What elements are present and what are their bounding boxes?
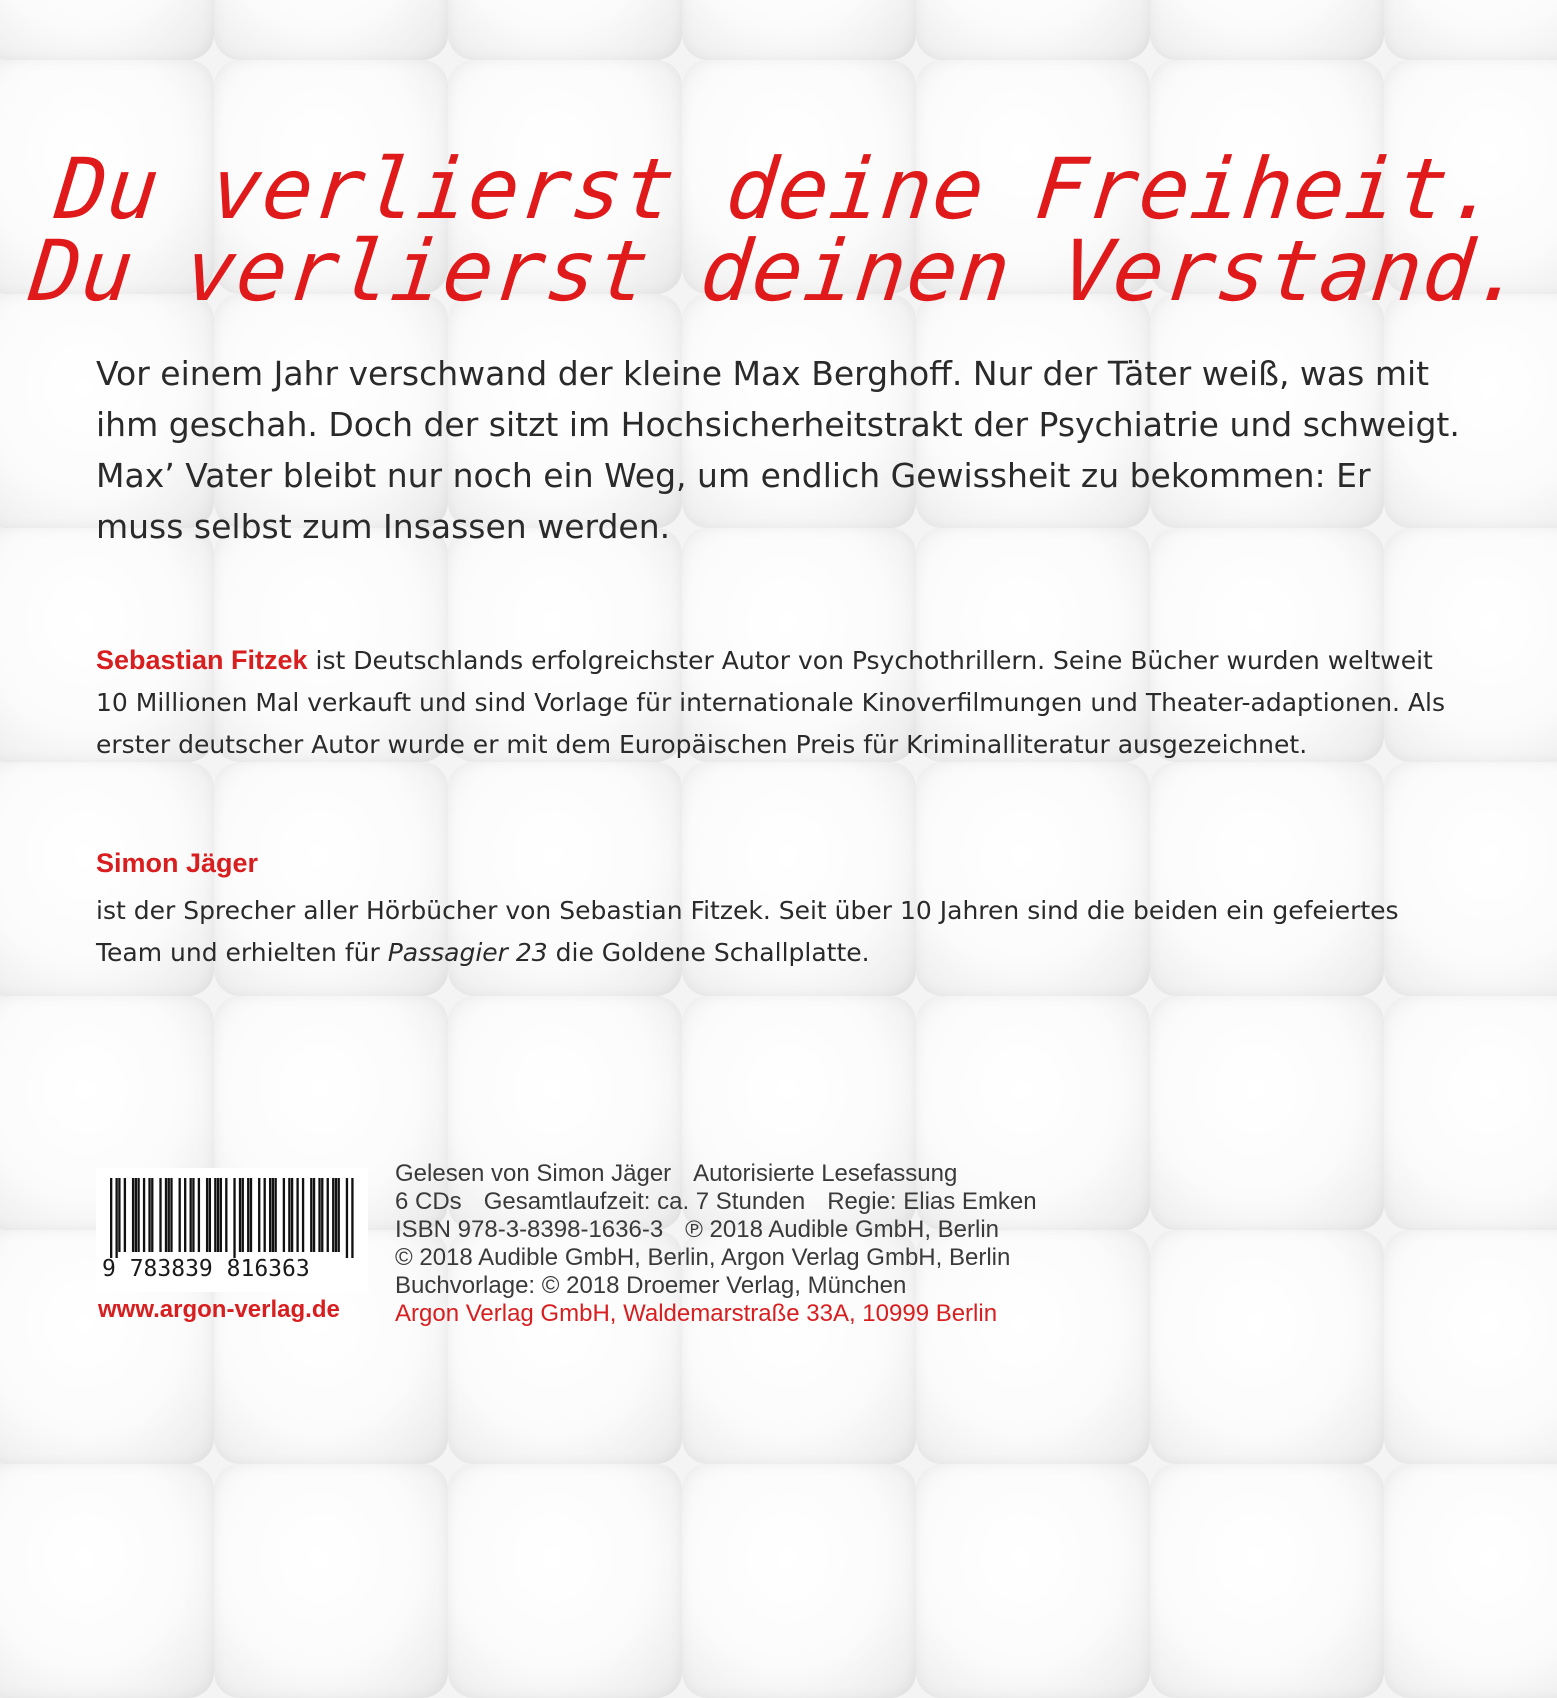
barcode-bar bbox=[198, 1178, 200, 1252]
credit-isbn: ISBN 978-3-8398-1636-3 bbox=[395, 1216, 664, 1243]
barcode-digits: 9 783839 816363 bbox=[102, 1256, 310, 1282]
barcode-bar bbox=[302, 1178, 304, 1252]
author-bio bbox=[96, 639, 1466, 766]
padded-tile bbox=[214, 1464, 448, 1698]
barcode-bar bbox=[179, 1178, 181, 1252]
credit-cds: 6 CDs bbox=[395, 1188, 462, 1215]
barcode-bar bbox=[135, 1178, 137, 1252]
publisher-address: Argon Verlag GmbH, Waldemarstraße 33A, 10999 Berlin bbox=[395, 1300, 998, 1327]
barcode-bar bbox=[220, 1178, 222, 1252]
padded-tile bbox=[448, 1464, 682, 1698]
credit-read-by: Gelesen von Simon Jäger bbox=[395, 1160, 672, 1187]
barcode-bar bbox=[148, 1178, 150, 1252]
padded-tile bbox=[682, 1464, 916, 1698]
barcode-bar bbox=[168, 1178, 170, 1252]
barcode-bar bbox=[327, 1178, 329, 1252]
barcode-bar bbox=[206, 1178, 208, 1252]
narrator-bio-title: Passagier 23 bbox=[387, 938, 548, 967]
barcode-bar bbox=[143, 1178, 145, 1252]
narrator-bio-text-end: die Goldene Schallplatte. bbox=[547, 938, 870, 967]
credit-runtime: Gesamtlaufzeit: ca. 7 Stunden bbox=[483, 1188, 806, 1215]
barcode-bar bbox=[288, 1178, 290, 1252]
barcode-bar bbox=[346, 1178, 348, 1258]
author-bio-text: ist Deutschlands erfolgreichster Autor von Psychothrillern. Seine Bücher wurden weltweit 10 Millionen Mal verkauft und sind Vorlage für internationale Kinoverfilmungen und Theater-adaptionen. Als erster deutscher Autor wurde er mit dem Europäischen Preis für Kriminalliteratur ausgezeichnet. bbox=[96, 646, 1446, 759]
credit-phonogram: ℗ 2018 Audible GmbH, Berlin bbox=[685, 1216, 1000, 1243]
barcode-bar bbox=[170, 1178, 172, 1252]
barcode-bar bbox=[159, 1178, 161, 1252]
barcode-bar bbox=[283, 1178, 285, 1252]
credit-director: Regie: Elias Emken bbox=[827, 1188, 1037, 1215]
barcode-bar bbox=[239, 1178, 241, 1252]
barcode-bar bbox=[274, 1178, 276, 1252]
barcode-bar bbox=[272, 1178, 274, 1252]
barcode-bar bbox=[264, 1178, 266, 1252]
barcode-bar bbox=[209, 1178, 211, 1252]
barcode-bar bbox=[318, 1178, 320, 1252]
barcode-bar bbox=[184, 1178, 186, 1252]
narrator-bio-text: ist der Sprecher aller Hörbücher von Sebastian Fitzek. Seit über 10 Jahren sind die beiden ein gefeiertes Team und erhielten für bbox=[96, 896, 1399, 967]
padded-tile bbox=[916, 1464, 1150, 1698]
barcode-bar bbox=[351, 1178, 353, 1258]
barcode-bar bbox=[338, 1178, 340, 1252]
padded-tile bbox=[1384, 1464, 1557, 1698]
barcode-bar bbox=[165, 1178, 167, 1252]
barcode-bar bbox=[250, 1178, 252, 1252]
barcode-bar bbox=[151, 1178, 153, 1252]
barcode-bar bbox=[192, 1178, 194, 1252]
barcode-bar bbox=[335, 1178, 337, 1252]
barcode-bar bbox=[214, 1178, 216, 1252]
barcode-bars bbox=[110, 1178, 354, 1258]
barcode-bar bbox=[242, 1178, 244, 1252]
barcode-bar bbox=[296, 1178, 298, 1252]
barcode-bar bbox=[190, 1178, 192, 1252]
barcode-bar bbox=[225, 1178, 227, 1252]
barcode-bar bbox=[310, 1178, 312, 1252]
barcode-bar bbox=[118, 1178, 120, 1252]
padded-tile bbox=[0, 1464, 214, 1698]
barcode-bar bbox=[247, 1178, 249, 1252]
barcode-bar bbox=[115, 1178, 117, 1258]
slogan-line-2: Du verlierst deinen Verstand. bbox=[25, 222, 1532, 320]
barcode-bar bbox=[291, 1178, 293, 1252]
slogan-line-1: Du verlierst deine Freiheit. bbox=[51, 140, 1506, 238]
credit-source: Buchvorlage: © 2018 Droemer Verlag, München bbox=[395, 1272, 907, 1299]
barcode-bar bbox=[217, 1178, 219, 1252]
barcode-bar bbox=[110, 1178, 112, 1258]
barcode-bar bbox=[137, 1178, 139, 1252]
plot-description: Vor einem Jahr verschwand der kleine Max Berghoff. Nur der Täter weiß, was mit ihm geschah. Doch der sitzt im Hochsicherheitstrakt der Psychiatrie und schweigt. Max’ Vater bleibt nur noch ein Weg, um endlich Gewissheit zu bekommen: Er muss selbst zum Insassen werden. bbox=[96, 354, 1460, 546]
publisher-website-link[interactable]: www.argon-verlag.de bbox=[98, 1296, 340, 1323]
author-name: Sebastian Fitzek bbox=[96, 645, 308, 675]
barcode-bar bbox=[132, 1178, 134, 1252]
barcode-bar bbox=[124, 1178, 126, 1252]
barcode-bar bbox=[269, 1178, 271, 1252]
credit-edition: Autorisierte Lesefassung bbox=[693, 1160, 958, 1187]
barcode-bar bbox=[332, 1178, 334, 1252]
barcode-bar bbox=[321, 1178, 323, 1252]
narrator-bio bbox=[96, 890, 1466, 974]
credit-copyright: © 2018 Audible GmbH, Berlin, Argon Verlag GmbH, Berlin bbox=[395, 1244, 1011, 1271]
production-credits bbox=[395, 1160, 1037, 1328]
barcode bbox=[96, 1168, 368, 1292]
padded-tile bbox=[1150, 1464, 1384, 1698]
narrator-name: Simon Jäger bbox=[96, 848, 259, 878]
barcode-bar bbox=[233, 1178, 235, 1258]
barcode-bar bbox=[313, 1178, 315, 1252]
barcode-bar bbox=[258, 1178, 260, 1252]
